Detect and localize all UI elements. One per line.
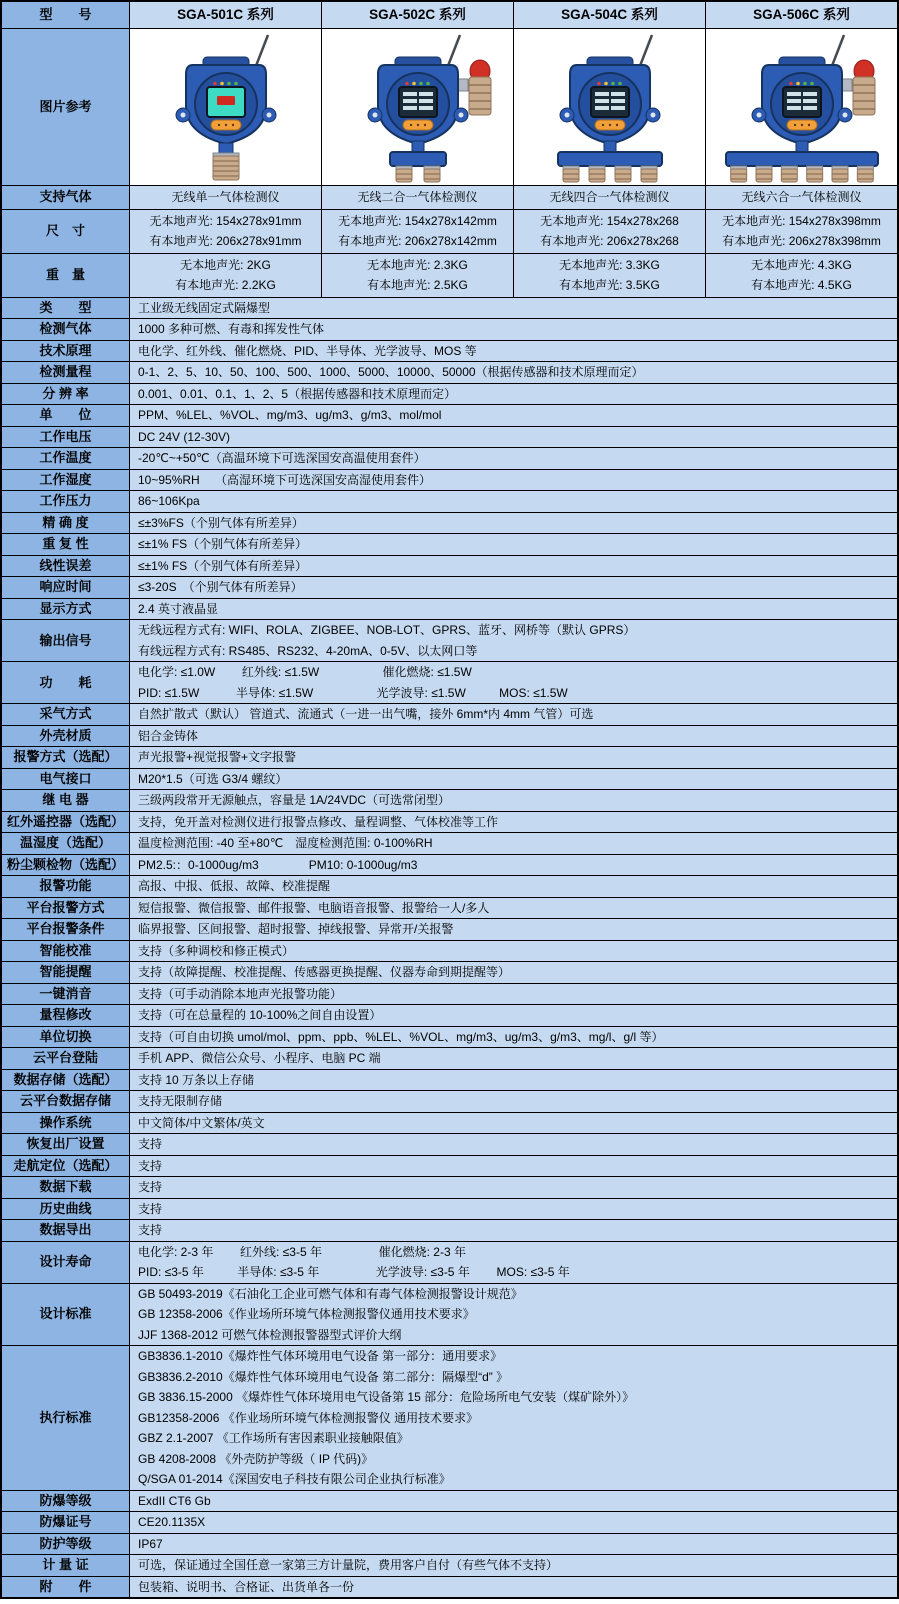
row-value xyxy=(130,427,897,448)
row-label: 红外遥控器（选配） xyxy=(2,812,130,833)
value-line: 0.001、0.01、0.1、1、2、5（根据传感器和技术原理而定） xyxy=(138,386,457,401)
value-line: 10~95%RH （高湿环境下可选深国安高湿使用套件） xyxy=(138,472,432,487)
row-label: 检测量程 xyxy=(2,362,130,383)
row-label: 重 量 xyxy=(2,254,130,297)
row-label: 温湿度（选配） xyxy=(2,833,130,854)
spec-row xyxy=(2,747,897,769)
value-line: GB 3836.15-2000 《爆炸性气体环境用电气设备第 15 部分：危险场所电气安装（煤矿除外）》 xyxy=(138,1390,635,1404)
row-value xyxy=(130,599,897,620)
row-label: 图片参考 xyxy=(2,29,130,185)
row-value xyxy=(130,1491,897,1512)
model-value-cell xyxy=(130,210,322,253)
row-value xyxy=(130,790,897,811)
value-line: ExdII CT6 Gb xyxy=(138,1493,211,1508)
row-label: 智能提醒 xyxy=(2,962,130,983)
row-label: 数据下载 xyxy=(2,1177,130,1198)
row-value xyxy=(130,448,897,469)
row-value xyxy=(130,855,897,876)
spec-row xyxy=(2,919,897,941)
spec-row xyxy=(2,298,897,320)
row-value xyxy=(130,662,897,703)
row-label: 设计标准 xyxy=(2,1284,130,1346)
value-line: 有本地声光: 3.5KG xyxy=(559,278,660,292)
value-line: 支持 10 万条以上存储 xyxy=(138,1072,255,1087)
row-value xyxy=(130,898,897,919)
row-value xyxy=(130,1220,897,1241)
row-label: 计 量 证 xyxy=(2,1555,130,1576)
model-value-cell xyxy=(322,186,514,209)
value-line: 无线二合一气体检测仪 xyxy=(357,190,478,204)
spec-row xyxy=(2,1512,897,1534)
value-line: 临界报警、区间报警、超时报警、掉线报警、异常开/关报警 xyxy=(138,922,454,936)
value-line: GB 50493-2019《石油化工企业可燃气体和有毒气体检测报警设计规范》 xyxy=(138,1286,523,1301)
spec-row xyxy=(2,941,897,963)
value-line: 无本地声光: 154x278x142mm xyxy=(338,213,497,228)
row-value xyxy=(130,1113,897,1134)
row-label: 工作电压 xyxy=(2,427,130,448)
value-line: 电化学、红外线、催化燃烧、PID、半导体、光学波导、MOS 等 xyxy=(138,343,477,358)
value-line: PM2.5:：0-1000ug/m3 PM10: 0-1000ug/m3 xyxy=(138,857,418,872)
spec-row xyxy=(2,984,897,1006)
row-value xyxy=(130,1346,897,1490)
spec-row xyxy=(2,448,897,470)
value-line: PID: ≤3-5 年 半导体: ≤3-5 年 光学波导: ≤3-5 年 MOS: ≤3-5 年 xyxy=(138,1265,570,1279)
value-line: 支持 xyxy=(138,1180,163,1194)
row-label: 走航定位（选配） xyxy=(2,1156,130,1177)
spec-row xyxy=(2,620,897,662)
value-line: 有本地声光: 4.5KG xyxy=(751,278,852,292)
product-image-cell xyxy=(514,29,706,185)
spec-row xyxy=(2,1048,897,1070)
row-label: 平台报警方式 xyxy=(2,898,130,919)
value-line: GB3836.2-2010《爆炸性气体环境用电气设备 第二部分：隔爆型“d” 》 xyxy=(138,1369,509,1384)
row-label: 云平台数据存储 xyxy=(2,1091,130,1112)
row-value xyxy=(130,470,897,491)
value-line: 2.4 英寸液晶显 xyxy=(138,601,219,616)
row-label: 外壳材质 xyxy=(2,726,130,747)
value-line: 支持无限制存储 xyxy=(138,1094,223,1108)
image-reference-row xyxy=(2,29,897,186)
value-line: 高报、中报、低报、故障、校准提醒 xyxy=(138,879,331,893)
value-line: 无本地声光: 2.3KG xyxy=(367,257,468,272)
value-line: 无本地声光: 3.3KG xyxy=(559,257,660,272)
value-line: 支持（可自由切换 umol/mol、ppm、ppb、%LEL、%VOL、mg/m3、ug/m3、g/m3、mg/l、g/l 等） xyxy=(138,1029,664,1044)
row-label: 执行标准 xyxy=(2,1346,130,1490)
value-line: 支持（故障提醒、校准提醒、传感器更换提醒、仪器寿命到期提醒等） xyxy=(138,965,511,979)
model-value-cell xyxy=(514,186,706,209)
row-label: 支持气体 xyxy=(2,186,130,209)
spec-row xyxy=(2,1220,897,1242)
row-value xyxy=(130,1048,897,1069)
row-value xyxy=(130,1091,897,1112)
row-label: 工作压力 xyxy=(2,491,130,512)
model-header-cell xyxy=(130,2,322,28)
row-value xyxy=(130,513,897,534)
row-value xyxy=(130,1177,897,1198)
row-label: 单 位 xyxy=(2,405,130,426)
value-line: 中文简体/中文繁体/英文 xyxy=(138,1115,265,1130)
gas-detector-2in1-image xyxy=(323,31,513,183)
row-label: 操作系统 xyxy=(2,1113,130,1134)
model-value-cell xyxy=(706,186,897,209)
model-value-cell xyxy=(322,210,514,253)
model-name: SGA-501C 系列 xyxy=(177,6,274,22)
row-value xyxy=(130,319,897,340)
value-line: -20℃~+50℃（高温环境下可选深国安高温使用套件） xyxy=(138,451,426,465)
model-value-cell xyxy=(514,210,706,253)
spec-row xyxy=(2,1555,897,1577)
row-label: 检测气体 xyxy=(2,319,130,340)
row-label: 尺 寸 xyxy=(2,210,130,253)
row-value xyxy=(130,1242,897,1283)
value-line: 温度检测范围: -40 至+80℃ 湿度检测范围: 0-100%RH xyxy=(138,836,433,850)
value-line: GB12358-2006 《作业场所环境气体检测报警仪 通用技术要求》 xyxy=(138,1410,479,1425)
spec-row xyxy=(2,962,897,984)
spec-row xyxy=(2,405,897,427)
spec-row xyxy=(2,1005,897,1027)
model-value-cell xyxy=(706,254,897,297)
spec-row xyxy=(2,726,897,748)
model-name: SGA-504C 系列 xyxy=(561,6,658,22)
value-line: 有本地声光: 2.2KG xyxy=(175,278,276,292)
row-label: 显示方式 xyxy=(2,599,130,620)
model-value-cell xyxy=(322,254,514,297)
multi-column-row xyxy=(2,254,897,298)
row-value xyxy=(130,1577,897,1598)
row-label: 继 电 器 xyxy=(2,790,130,811)
value-line: 支持，免开盖对检测仪进行报警点修改、量程调整、气体校准等工作 xyxy=(138,814,499,829)
model-value-cell xyxy=(706,210,897,253)
value-line: DC 24V (12-30V) xyxy=(138,429,231,444)
spec-row xyxy=(2,1534,897,1556)
spec-row xyxy=(2,427,897,449)
spec-row xyxy=(2,1177,897,1199)
value-line: 无本地声光: 2KG xyxy=(180,257,271,272)
row-value xyxy=(130,384,897,405)
row-value xyxy=(130,1027,897,1048)
value-line: PPM、%LEL、%VOL、mg/m3、ug/m3、g/m3、mol/mol xyxy=(138,408,442,422)
row-label: 平台报警条件 xyxy=(2,919,130,940)
spec-row xyxy=(2,833,897,855)
row-label: 恢复出厂设置 xyxy=(2,1134,130,1155)
value-line: 支持 xyxy=(138,1201,163,1216)
row-label: 功 耗 xyxy=(2,662,130,703)
row-label: 防爆证号 xyxy=(2,1512,130,1533)
row-label: 工作温度 xyxy=(2,448,130,469)
spec-row xyxy=(2,577,897,599)
value-line: IP67 xyxy=(138,1536,163,1551)
spec-row xyxy=(2,812,897,834)
row-value xyxy=(130,577,897,598)
spec-row xyxy=(2,1491,897,1513)
row-label: 防护等级 xyxy=(2,1534,130,1555)
row-value xyxy=(130,1284,897,1346)
value-line: 86~106Kpa xyxy=(138,494,200,508)
row-label: 类 型 xyxy=(2,298,130,319)
spec-row xyxy=(2,1113,897,1135)
row-label: 量程修改 xyxy=(2,1005,130,1026)
row-value xyxy=(130,491,897,512)
row-value xyxy=(130,341,897,362)
value-line: Q/SGA 01-2014《深国安电子科技有限公司企业执行标准》 xyxy=(138,1472,451,1486)
value-line: 支持 xyxy=(138,1158,163,1173)
model-header-cell xyxy=(706,2,897,28)
value-line: PID: ≤1.5W 半导体: ≤1.5W 光学波导: ≤1.5W MOS: ≤1.5W xyxy=(138,685,568,700)
value-line: JJF 1368-2012 可燃气体检测报警器型式评价大纲 xyxy=(138,1327,402,1342)
row-value xyxy=(130,362,897,383)
value-line: M20*1.5（可选 G3/4 螺纹） xyxy=(138,771,288,786)
value-line: 1000 多种可燃、有毒和挥发性气体 xyxy=(138,322,325,336)
spec-row xyxy=(2,362,897,384)
row-value xyxy=(130,876,897,897)
spec-row xyxy=(2,1091,897,1113)
value-line: ≤±1% FS（个别气体有所差异） xyxy=(138,537,308,551)
spec-row xyxy=(2,876,897,898)
row-label: 附 件 xyxy=(2,1577,130,1598)
row-value xyxy=(130,1005,897,1026)
spec-row xyxy=(2,662,897,704)
value-line: 三级两段常开无源触点，容量是 1A/24VDC（可选常闭型） xyxy=(138,793,451,807)
row-value xyxy=(130,1070,897,1091)
product-image-cell xyxy=(130,29,322,185)
row-label: 精 确 度 xyxy=(2,513,130,534)
row-label: 工作湿度 xyxy=(2,470,130,491)
row-value xyxy=(130,833,897,854)
spec-row xyxy=(2,534,897,556)
spec-row xyxy=(2,855,897,877)
gas-detector-6in1-image xyxy=(707,31,897,183)
row-value xyxy=(130,919,897,940)
row-label: 设计寿命 xyxy=(2,1242,130,1283)
spec-row xyxy=(2,1199,897,1221)
row-label: 分 辨 率 xyxy=(2,384,130,405)
row-label: 重 复 性 xyxy=(2,534,130,555)
model-header-cell xyxy=(322,2,514,28)
model-name: SGA-502C 系列 xyxy=(369,6,466,22)
value-line: 自然扩散式（默认） 管道式、流通式（一进一出气嘴，接外 6mm*内 4mm 气管）可选 xyxy=(138,707,594,721)
row-label: 报警功能 xyxy=(2,876,130,897)
value-line: CE20.1135X xyxy=(138,1515,206,1529)
row-label: 线性误差 xyxy=(2,556,130,577)
multi-column-row xyxy=(2,210,897,254)
value-line: GBZ 2.1-2007 《工作场所有害因素职业接触限值》 xyxy=(138,1431,409,1445)
value-line: 支持（多种调校和修正模式） xyxy=(138,943,295,958)
value-line: GB 12358-2006《作业场所环境气体检测报警仪通用技术要求》 xyxy=(138,1307,475,1321)
value-line: 包装箱、说明书、合格证、出货单各一份 xyxy=(138,1579,355,1594)
spec-row xyxy=(2,1070,897,1092)
value-line: 无线六合一气体检测仪 xyxy=(741,190,862,204)
value-line: 有本地声光: 2.5KG xyxy=(367,278,468,292)
row-label: 型 号 xyxy=(2,2,130,28)
gas-detector-4in1-image xyxy=(515,31,705,183)
spec-row xyxy=(2,556,897,578)
value-line: 无线四合一气体检测仪 xyxy=(549,190,670,204)
value-line: 手机 APP、微信公众号、小程序、电脑 PC 端 xyxy=(138,1051,381,1065)
value-line: GB 4208-2008 《外壳防护等级（ IP 代码)》 xyxy=(138,1451,374,1466)
row-label: 数据存储（选配） xyxy=(2,1070,130,1091)
row-label: 报警方式（选配） xyxy=(2,747,130,768)
spec-row xyxy=(2,1027,897,1049)
row-label: 一键消音 xyxy=(2,984,130,1005)
row-value xyxy=(130,298,897,319)
value-line: ≤3-20S （个别气体有所差异） xyxy=(138,580,303,594)
spec-row xyxy=(2,1134,897,1156)
multi-column-row xyxy=(2,186,897,210)
row-label: 历史曲线 xyxy=(2,1199,130,1220)
value-line: 短信报警、微信报警、邮件报警、电脑语音报警、报警给一人/多人 xyxy=(138,900,490,915)
spec-row xyxy=(2,1346,897,1491)
spec-row xyxy=(2,513,897,535)
value-line: 无本地声光: 4.3KG xyxy=(751,257,852,272)
value-line: 支持 xyxy=(138,1137,163,1151)
value-line: 有本地声光: 206x278x142mm xyxy=(338,234,497,248)
row-value xyxy=(130,1199,897,1220)
row-value xyxy=(130,769,897,790)
value-line: ≤±1% FS（个别气体有所差异） xyxy=(138,558,308,573)
spec-row xyxy=(2,491,897,513)
value-line: 无本地声光: 154x278x91mm xyxy=(149,213,302,228)
row-value xyxy=(130,405,897,426)
row-value xyxy=(130,1534,897,1555)
value-line: 铝合金铸体 xyxy=(138,728,199,743)
spec-row xyxy=(2,704,897,726)
value-line: 无本地声光: 154x278x398mm xyxy=(722,213,881,228)
value-line: 电化学: ≤1.0W 红外线: ≤1.5W 催化燃烧: ≤1.5W xyxy=(138,665,472,679)
value-line: 无本地声光: 154x278x268 xyxy=(540,213,679,228)
row-label: 采气方式 xyxy=(2,704,130,725)
value-line: 有本地声光: 206x278x398mm xyxy=(722,234,881,248)
value-line: 有本地声光: 206x278x268 xyxy=(540,234,679,248)
product-image-cell xyxy=(322,29,514,185)
row-label: 响应时间 xyxy=(2,577,130,598)
model-value-cell xyxy=(130,254,322,297)
value-line: 无线单一气体检测仪 xyxy=(171,190,280,204)
model-name: SGA-506C 系列 xyxy=(753,6,850,22)
model-value-cell xyxy=(514,254,706,297)
row-value xyxy=(130,534,897,555)
spec-row xyxy=(2,1284,897,1347)
spec-row xyxy=(2,790,897,812)
spec-row xyxy=(2,1242,897,1284)
value-line: GB3836.1-2010《爆炸性气体环境用电气设备 第一部分：通用要求》 xyxy=(138,1349,503,1363)
spec-row xyxy=(2,898,897,920)
value-line: 支持（可在总量程的 10-100%之间自由设置） xyxy=(138,1008,382,1022)
row-label: 单位切换 xyxy=(2,1027,130,1048)
value-line: 有线远程方式有: RS485、RS232、4-20mA、0-5V、以太网口等 xyxy=(138,643,478,658)
row-value xyxy=(130,1156,897,1177)
row-value xyxy=(130,962,897,983)
row-label: 技术原理 xyxy=(2,341,130,362)
row-value xyxy=(130,620,897,661)
spec-row xyxy=(2,384,897,406)
spec-row xyxy=(2,319,897,341)
model-header-row xyxy=(2,2,897,29)
spec-row xyxy=(2,1577,897,1598)
row-label: 数据导出 xyxy=(2,1220,130,1241)
row-value xyxy=(130,1134,897,1155)
row-value xyxy=(130,726,897,747)
product-image-cell xyxy=(706,29,897,185)
spec-row xyxy=(2,470,897,492)
value-line: 支持（可手动消除本地声光报警功能） xyxy=(138,986,343,1001)
spec-row xyxy=(2,341,897,363)
row-value xyxy=(130,556,897,577)
row-value xyxy=(130,747,897,768)
spec-row xyxy=(2,769,897,791)
row-label: 粉尘颗检物（选配） xyxy=(2,855,130,876)
row-label: 智能校准 xyxy=(2,941,130,962)
value-line: 0-1、2、5、10、50、100、500、1000、5000、10000、50000（根据传感器和技术原理而定） xyxy=(138,365,644,379)
value-line: 有本地声光: 206x278x91mm xyxy=(149,234,302,248)
row-value xyxy=(130,1555,897,1576)
row-value xyxy=(130,984,897,1005)
gas-detector-single-sensor-image xyxy=(131,31,321,183)
model-value-cell xyxy=(130,186,322,209)
value-line: 声光报警+视觉报警+文字报警 xyxy=(138,750,297,764)
row-value xyxy=(130,704,897,725)
value-line: 工业级无线固定式隔爆型 xyxy=(138,300,271,315)
model-header-cell xyxy=(514,2,706,28)
value-line: ≤±3%FS（个别气体有所差异） xyxy=(138,515,304,530)
spec-row xyxy=(2,599,897,621)
value-line: 支持 xyxy=(138,1223,163,1237)
row-label: 电气接口 xyxy=(2,769,130,790)
row-label: 防爆等级 xyxy=(2,1491,130,1512)
row-label: 云平台登陆 xyxy=(2,1048,130,1069)
spec-row xyxy=(2,1156,897,1178)
row-label: 输出信号 xyxy=(2,620,130,661)
row-value xyxy=(130,1512,897,1533)
value-line: 可选，保证通过全国任意一家第三方计量院，费用客户自付（有些气体不支持） xyxy=(138,1558,559,1572)
row-value xyxy=(130,812,897,833)
row-value xyxy=(130,941,897,962)
value-line: 无线远程方式有: WIFI、ROLA、ZIGBEE、NOB-LOT、GPRS、蓝牙、网桥等（默认 GPRS） xyxy=(138,623,636,637)
value-line: 电化学: 2-3 年 红外线: ≤3-5 年 催化燃烧: 2-3 年 xyxy=(138,1244,466,1259)
